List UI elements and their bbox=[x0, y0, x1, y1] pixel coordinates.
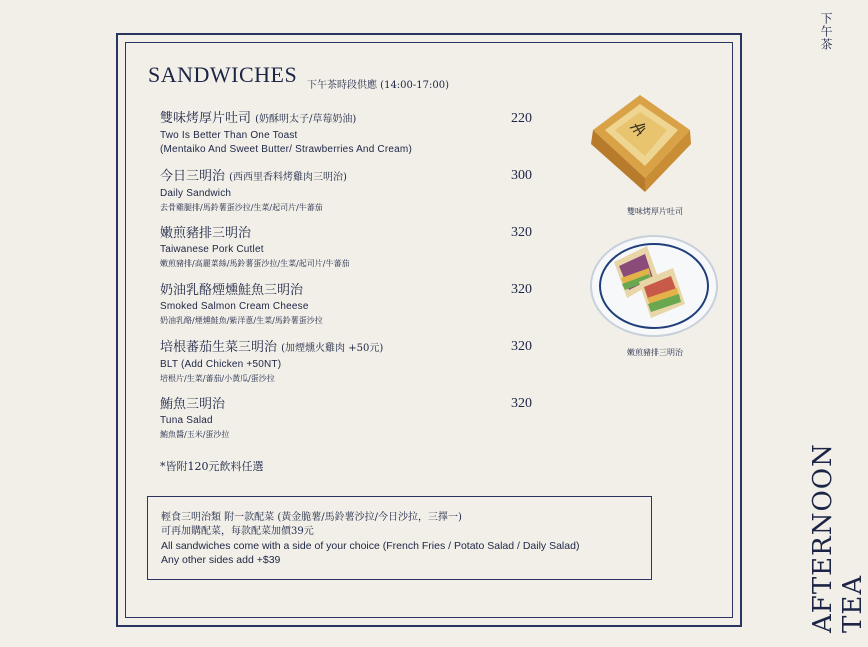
item-name: 鮪魚三明治 bbox=[160, 397, 226, 412]
item-note: (加煙燻火雞肉 +50元) bbox=[281, 343, 384, 354]
item-english-name: Smoked Salmon Cream Cheese bbox=[160, 301, 309, 312]
item-price: 320 bbox=[511, 282, 532, 297]
item-name: 奶油乳酪煙燻鮭魚三明治 bbox=[160, 283, 304, 298]
sides-line-en-1: All sandwiches come with a side of your choice (French Fries / Potato Salad / Daily Salad) bbox=[161, 540, 580, 552]
item-name: 培根蕃茄生菜三明治 (加煙燻火雞肉 +50元) bbox=[160, 340, 384, 355]
item-english-name: BLT (Add Chicken +50NT) bbox=[160, 359, 282, 370]
item-price: 320 bbox=[511, 396, 532, 411]
sides-line-en-2: Any other sides add +$39 bbox=[161, 554, 281, 566]
item-name: 今日三明治 (西西里香料烤雞肉三明治) bbox=[160, 169, 347, 184]
item-ingredients: 去骨雞腿排/馬鈴薯蛋沙拉/生菜/起司片/牛蕃茄 bbox=[160, 203, 323, 212]
item-price: 320 bbox=[511, 339, 532, 354]
item-name: 嫩煎豬排三明治 bbox=[160, 226, 252, 241]
item-ingredients: (Mentaiko And Sweet Butter/ Strawberries And Cream) bbox=[160, 144, 412, 155]
drink-footnote: *皆附120元飲料任選 bbox=[160, 460, 264, 473]
side-label-top: 下午茶 bbox=[819, 12, 833, 51]
menu-item bbox=[160, 396, 229, 442]
menu-title: SANDWICHES bbox=[148, 62, 298, 87]
menu-item bbox=[160, 225, 349, 271]
sides-line-zh-2: 可再加購配菜，每款配菜加價39元 bbox=[161, 526, 314, 537]
toast-caption: 雙味烤厚片吐司 bbox=[627, 207, 683, 216]
item-english-name: Two Is Better Than One Toast bbox=[160, 130, 298, 141]
sides-info-box bbox=[147, 496, 652, 580]
item-price: 220 bbox=[511, 111, 532, 126]
item-name: 雙味烤厚片吐司 (奶酥明太子/草莓奶油) bbox=[160, 111, 357, 126]
menu-item bbox=[160, 282, 323, 328]
pork-sandwich-illustration bbox=[589, 232, 719, 340]
toast-illustration bbox=[585, 90, 695, 195]
item-ingredients: 嫩煎豬排/高麗菜絲/馬鈴薯蛋沙拉/生菜/起司片/牛蕃茄 bbox=[160, 259, 350, 268]
item-ingredients: 奶油乳酪/煙燻鮭魚/紫洋蔥/生菜/馬鈴薯蛋沙拉 bbox=[160, 316, 323, 325]
item-note: (奶酥明太子/草莓奶油) bbox=[255, 114, 357, 125]
menu-item bbox=[160, 339, 383, 386]
item-ingredients: 培根片/生菜/蕃茄/小黃瓜/蛋沙拉 bbox=[160, 374, 275, 383]
pork-caption: 嫩煎豬排三明治 bbox=[627, 348, 683, 357]
sides-line-zh-1: 輕食三明治類 附一款配菜 (黃金脆薯/馬鈴薯沙拉/今日沙拉，三擇一) bbox=[161, 512, 462, 523]
menu-item bbox=[160, 168, 347, 215]
side-label-bottom: AFTERNOON TEA bbox=[808, 443, 868, 633]
item-english-name: Daily Sandwich bbox=[160, 188, 232, 199]
menu-subtitle: 下午茶時段供應 (14:00-17:00) bbox=[307, 80, 449, 91]
item-price: 300 bbox=[511, 168, 532, 183]
item-ingredients: 鮪魚醬/玉米/蛋沙拉 bbox=[160, 430, 230, 439]
item-price: 320 bbox=[511, 225, 532, 240]
menu-item bbox=[160, 110, 412, 157]
item-english-name: Tuna Salad bbox=[160, 415, 213, 426]
item-note: (西西里香料烤雞肉三明治) bbox=[229, 172, 347, 183]
item-english-name: Taiwanese Pork Cutlet bbox=[160, 244, 264, 255]
